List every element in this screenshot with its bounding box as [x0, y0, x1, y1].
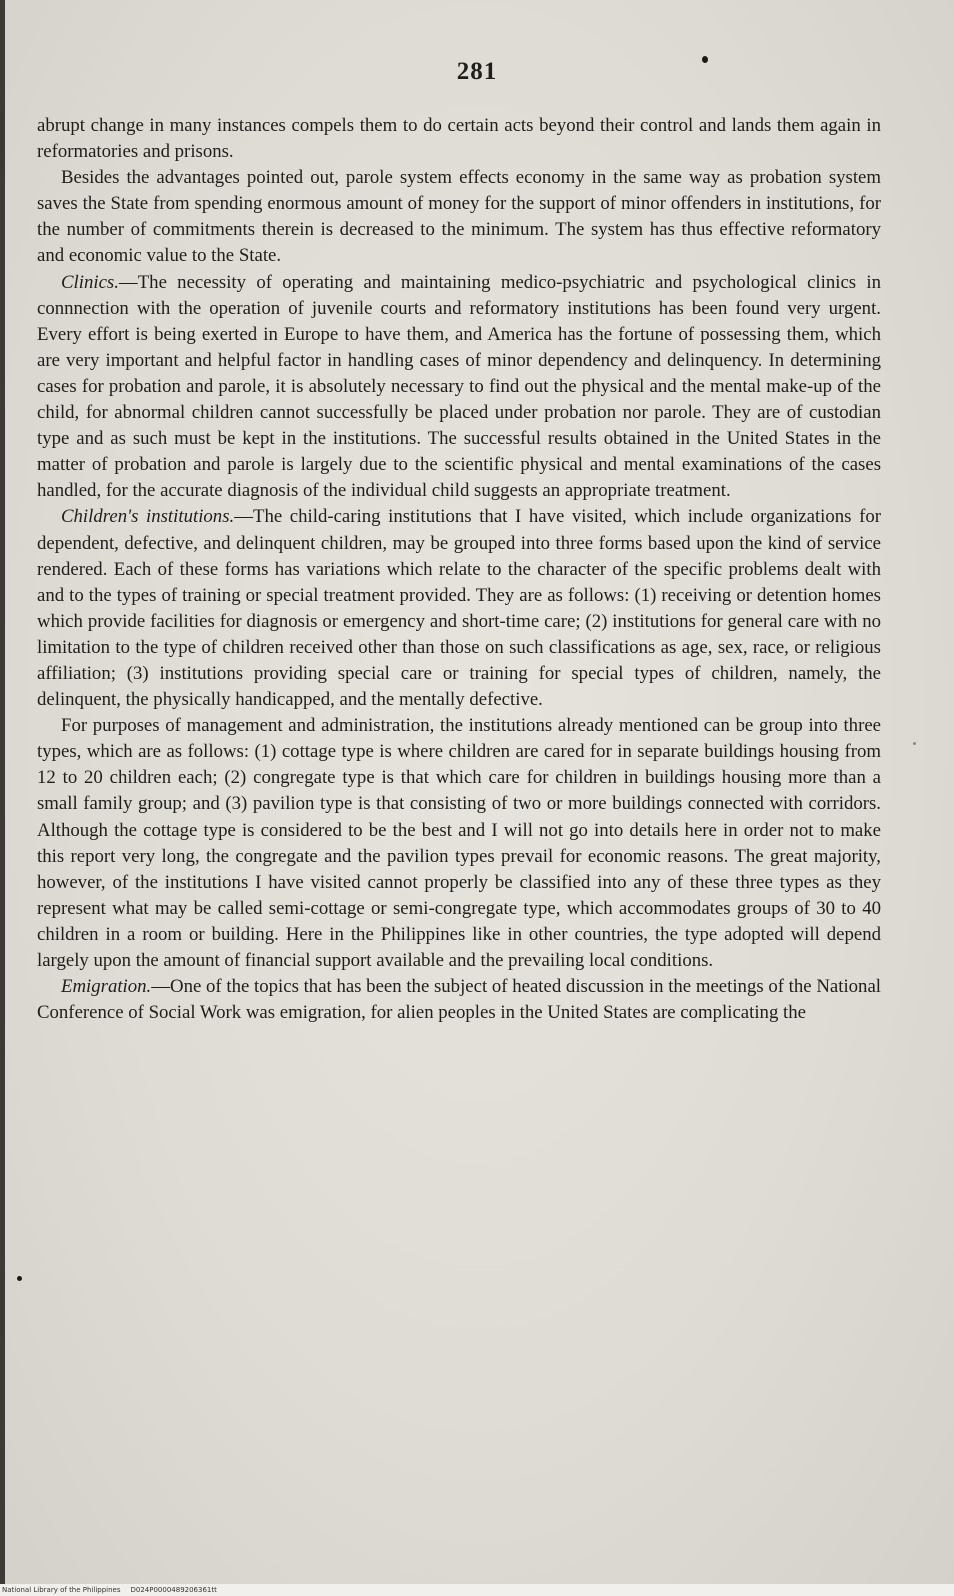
body-text [37, 113, 881, 1026]
section-heading: Children's institutions. [61, 506, 235, 528]
paragraph-text: —One of the topics that has been the subject of heated discussion in the meetings of the National Conference of Social Work was emigration, for alien peoples in the United States are complicating the [37, 976, 881, 1024]
paragraph-text: For purposes of management and administration, the institutions already mentioned can be group into three types, which are as follows: (1) cottage type is where children are cared for in separate buildings housing from 12 to 20 children each; (2) congregate type is that which care for children in buildings housing more than a small family group; and (3) pavilion type is that consisting of two or more buildings connected with corridors. Although the cottage type is considered to be the best and I will not go into details here in order not to make this report very long, the congregate and the pavilion types prevail for economic reasons. The great majority, however, of the institutions I have visited cannot properly be classified into any of these three types as they represent what may be called semi-cottage or semi-congregate type, which accommodates groups of 30 to 40 children in a room or building. Here in the Philippines like in other countries, the type adopted will depend largely upon the amount of financial support available and the prevailing local conditions. [37, 715, 881, 971]
paragraph [37, 974, 881, 1026]
page-number: 281 [456, 58, 498, 85]
scan-code: D024P0000489206361tt [130, 1586, 217, 1594]
paragraph [37, 713, 881, 974]
paragraph-text: —The child-caring institutions that I have visited, which include organizations for dependent, defective, and delinquent children, may be grouped into three forms based upon the kind of service rendered. Each of these forms has variations which relate to the character of the specific problems dealt with and to the types of training or special treatment provided. They are as follows: (1) receiving or detention homes which provide facilities for diagnosis or emergency and short-time care; (2) institutions for general care with no limitation to the type of children received other than those on such classifications as age, sex, race, or religious affiliation; (3) institutions providing special care or training for special types of children, namely, the delinquent, the physically handicapped, and the mentally defective. [37, 506, 881, 711]
paragraph [37, 113, 881, 165]
scan-footer [2, 1586, 217, 1594]
section-heading: Clinics. [61, 271, 119, 293]
section-heading: Emigration. [61, 976, 152, 998]
library-credit: National Library of the Philippines [2, 1586, 121, 1594]
ink-speck [17, 1276, 22, 1281]
paragraph [37, 504, 881, 713]
ink-speck [913, 742, 916, 745]
paragraph-text: abrupt change in many instances compels them to do certain acts beyond their control and lands them again in reformatories and prisons. [37, 115, 881, 163]
paragraph [37, 165, 881, 269]
ink-speck [702, 56, 708, 63]
paragraph-text: Besides the advantages pointed out, parole system effects economy in the same way as probation system saves the State from spending enormous amount of money for the support of minor offenders in institutions, for the number of commitments therein is decreased to the minimum. The system has thus effective reformatory and economic value to the State. [37, 167, 881, 267]
page-binding-edge [0, 0, 5, 1596]
paragraph-text: —The necessity of operating and maintaining medico-psychiatric and psychological clinics in connnection with the operation of juvenile courts and reformatory institutions has been found very urgent. Every effort is being exerted in Europe to have them, and America has the fortune of possessing them, which are very important and helpful factor in handling cases of minor dependency and delinquency. In determining cases for probation and parole, it is absolutely necessary to find out the physical and the mental make-up of the child, for abnormal children cannot successfully be placed under probation nor parole. They are of custodian type and as such must be kept in the institutions. The successful results obtained in the United States in the matter of probation and parole is largely due to the scientific physical and mental examinations of the cases handled, for the accurate diagnosis of the individual child suggests an appropriate treatment. [37, 271, 881, 502]
paragraph [37, 270, 881, 505]
